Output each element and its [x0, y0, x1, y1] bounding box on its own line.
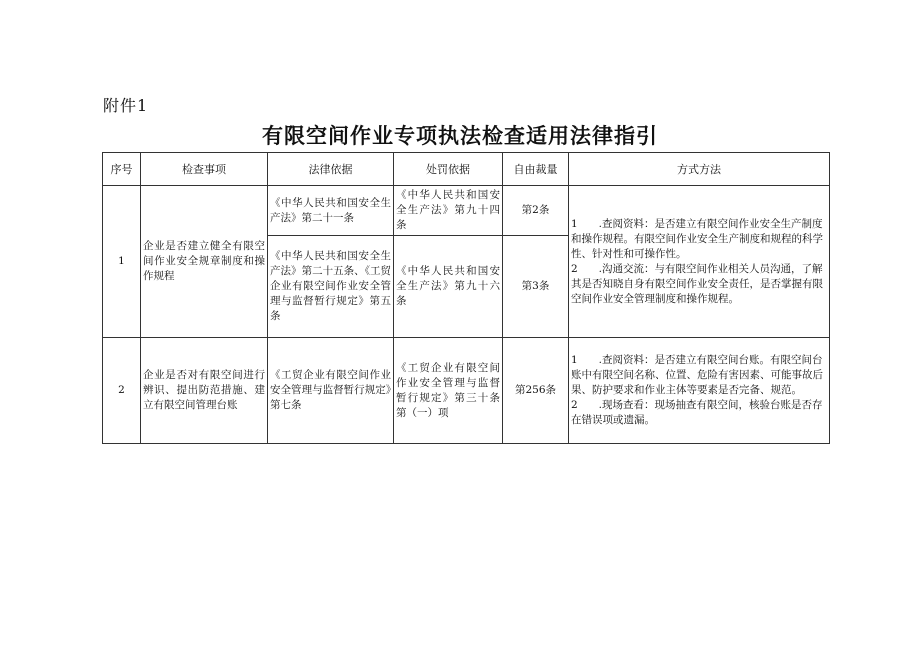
- header-check-item: 检查事项: [141, 153, 268, 186]
- row-1-check-item: 企业是否建立健全有限空间作业安全规章制度和操作规程: [141, 186, 268, 338]
- row-2-method-line-1: 1 .查阅资料：是否建立有限空间台账。有限空间台账中有限空间名称、位置、危险有害因素、可能事故后果、防护要求和作业主体等要素是否完备、规范。: [571, 354, 823, 396]
- row-2-legal-basis: 《工贸企业有限空间作业安全管理与监督暂行规定》第七条: [268, 338, 394, 444]
- header-penalty-basis: 处罚依据: [394, 153, 503, 186]
- table-row: [103, 338, 830, 444]
- row-2-method: [569, 338, 830, 444]
- row-2-discretion: 第256条: [503, 338, 569, 444]
- row-1-legal-basis-b: 《中华人民共和国安全生产法》第二十五条、《工贸企业有限空间作业安全管理与监督暂行规定》第五条: [268, 236, 394, 338]
- row-2-check-item: 企业是否对有限空间进行辨识、提出防范措施、建立有限空间管理台账: [141, 338, 268, 444]
- row-1-penalty-basis-a: 《中华人民共和国安全生产法》第九十四条: [394, 186, 503, 236]
- row-1-penalty-basis-b: 《中华人民共和国安全生产法》第九十六条: [394, 236, 503, 338]
- row-1-method-line-2: 2 .沟通交流：与有限空间作业相关人员沟通，了解其是否知晓自身有限空间作业安全责任，是否掌握有限空间作业安全管理制度和操作规程。: [571, 262, 823, 305]
- header-legal-basis: 法律依据: [268, 153, 394, 186]
- row-1-seq: 1: [103, 186, 141, 338]
- header-method: 方式方法: [569, 153, 830, 186]
- row-1-method: [569, 186, 830, 338]
- document-title: 有限空间作业专项执法检查适用法律指引: [262, 124, 658, 148]
- row-1-discretion-a: 第2条: [503, 186, 569, 236]
- table-row: [103, 186, 830, 236]
- row-2-penalty-basis: 《工贸企业有限空间作业安全管理与监督暂行规定》第三十条第（一）项: [394, 338, 503, 444]
- row-2-seq: 2: [103, 338, 141, 444]
- row-2-method-line-2: 2 .现场查看：现场抽查有限空间，核验台账是否存在错误项或遗漏。: [571, 399, 823, 426]
- table-header-row: [103, 153, 830, 186]
- law-guide-table: [102, 152, 830, 444]
- row-1-legal-basis-a: 《中华人民共和国安全生产法》第二十一条: [268, 186, 394, 236]
- header-seq: 序号: [103, 153, 141, 186]
- row-1-discretion-b: 第3条: [503, 236, 569, 338]
- header-discretion: 自由裁量: [503, 153, 569, 186]
- attachment-label: 附件1: [103, 96, 149, 115]
- row-1-method-line-1: 1 .查阅资料：是否建立有限空间作业安全生产制度和操作规程。有限空间作业安全生产制度和规程的科学性、针对性和可操作性。: [571, 217, 823, 260]
